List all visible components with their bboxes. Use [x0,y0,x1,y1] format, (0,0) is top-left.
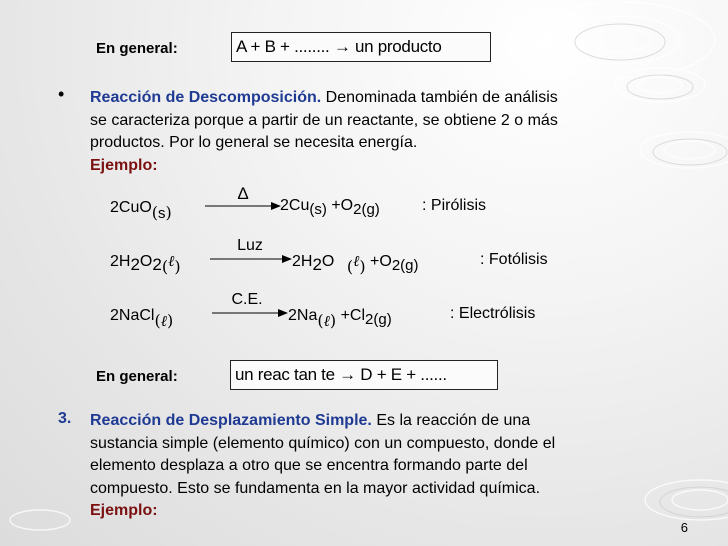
eq2-product1-sub: 2 [312,255,322,274]
eq2-reactant-sub2: 2 [152,255,162,274]
displacement-line: compuesto. Esto se fundamenta en la mayor actividad química. [90,479,541,497]
eq1-close-paren: ) [165,203,172,222]
eq3-reactant: 2NaCl [110,307,155,324]
displacement-line: sustancia simple (elemento químico) con un compuesto, donde el [90,434,556,452]
eq1-product2-sub: 2(g) [353,201,380,218]
eq3-product2: Cl [349,307,366,324]
eq2-product1: 2H [292,253,313,270]
decomposition-text-first: Denominada también de análisis [321,89,558,106]
eq1-product1: 2Cu [280,197,310,214]
displacement-paragraph [90,410,700,523]
eq1-condition: Δ [237,184,249,203]
displacement-number: 3. [58,410,72,427]
decomposition-line: se caracteriza porque a partir de un reactante, se obtiene 2 o más [90,111,558,129]
eq3-products [288,305,392,330]
displacement-example-label: Ejemplo: [90,502,158,519]
eq2-product1-state: ℓ [353,252,360,270]
eq2-product2-sub: 2(g) [391,257,419,274]
eq3-close-paren: ) [166,311,174,330]
eq1-open-paren: ( [151,203,159,222]
eq1-arrow-icon [205,200,281,212]
decomposition-paragraph [90,87,700,177]
eq2-product1-mid: O [321,253,335,270]
eq2-reactant: 2H [110,253,131,270]
eq3-arrow-icon [212,307,288,319]
general-formula-2: un reac tan te → D + E + ...... [230,360,498,390]
eq2-p-open-paren: ( [346,257,354,276]
eq2-condition: Luz [237,237,263,254]
decomposition-title: Reacción de Descomposición. [90,89,322,106]
eq3-condition: C.E. [231,291,263,308]
decomposition-example-label: Ejemplo: [90,156,158,174]
equation-electrolisis [110,305,174,330]
eq3-product1-state: ℓ [323,312,330,330]
eq3-p-close-paren: ) [329,311,337,330]
equation-pirolisis [110,197,172,222]
eq3-plus: + [340,307,350,324]
general-formula-1: A + B + ........ → un producto [231,32,491,62]
eq2-reactant-state: ℓ [168,252,175,270]
eq3-product2-sub: 2(g) [365,311,392,328]
eq2-type: : Fotólisis [480,251,548,268]
displacement-line: elemento desplaza a otro que se encentra formando parte del [90,457,528,474]
eq1-reactant: 2CuO [110,199,152,216]
bullet: • [58,84,65,104]
eq3-type: : Electrólisis [450,305,536,322]
displacement-text-first: Es la reacción de una [371,412,531,429]
eq2-products [292,251,419,276]
eq2-open-paren: ( [161,257,169,276]
eq1-plus: + [331,197,341,214]
eq3-product1: 2Na [288,307,318,324]
eq1-product2: O [340,197,354,214]
eq1-products [280,197,380,218]
eq2-arrow-icon [210,253,292,265]
eq2-close-paren: ) [174,257,181,276]
eq3-p-open-paren: ( [317,311,324,330]
general-label-1: En general: [96,40,178,57]
eq2-product2: O [379,253,392,270]
eq1-type: : Pirólisis [422,197,487,214]
eq1-reactant-state: s [158,205,166,222]
eq1-product1-state: (s) [309,201,327,218]
displacement-title: Reacción de Desplazamiento Simple. [90,412,372,429]
eq2-plus: + [370,253,380,270]
eq3-reactant-state: ℓ [160,312,167,330]
eq2-reactant-mid: O [139,253,153,270]
eq3-open-paren: ( [154,311,161,330]
eq2-reactant-sub1: 2 [130,255,140,274]
general-label-2: En general: [96,368,178,385]
decomposition-line: productos. Por lo general se necesita energía. [90,134,418,151]
page-number: 6 [680,520,688,535]
eq2-p-close-paren: ) [359,257,366,276]
equation-fotolisis [110,251,181,276]
